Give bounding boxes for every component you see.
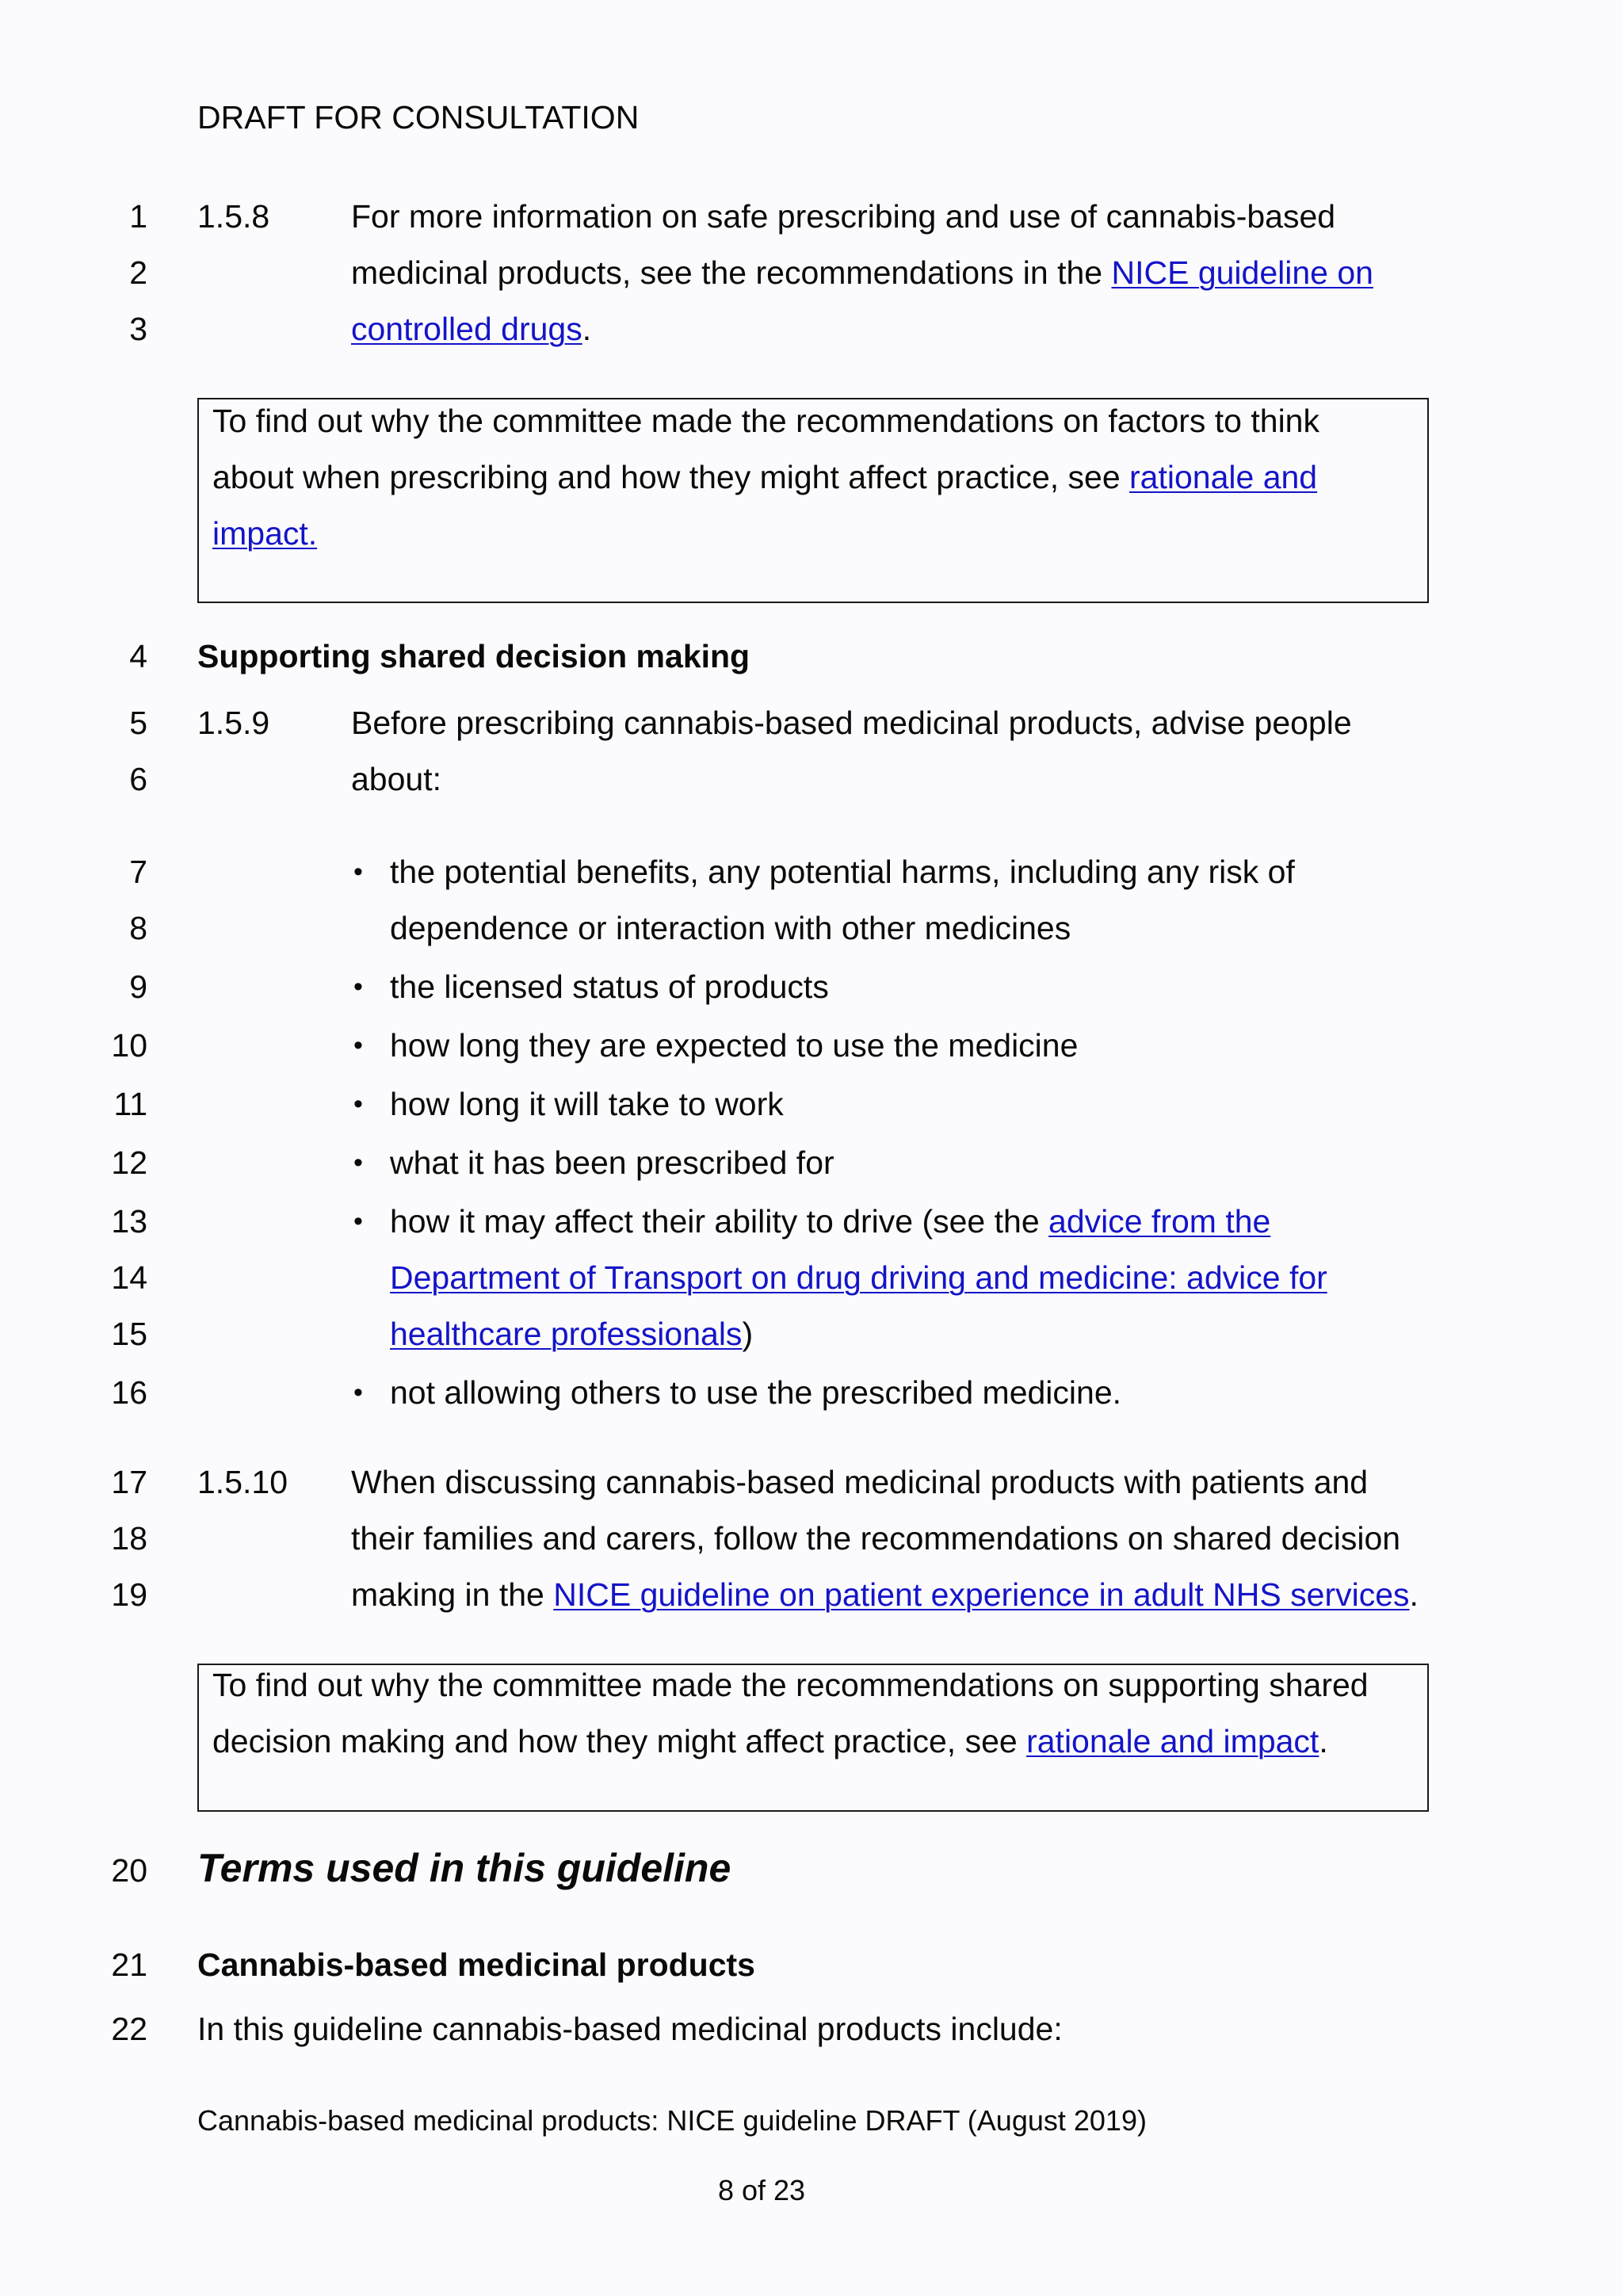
box-text: . [1319,1723,1328,1759]
rec-text-line [351,310,591,349]
line-number: 1 [129,198,147,235]
rec-number: 1.5.10 [197,1464,288,1500]
rec-text: . [582,311,592,347]
line-number: 16 [111,1374,147,1411]
line-number: 21 [111,1946,147,1983]
terms-heading: Terms used in this guideline [197,1846,731,1890]
line-number: 11 [113,1086,147,1122]
line-number: 13 [111,1203,147,1240]
bullet-text: dependence or interaction with other medicines [390,910,1071,946]
line-number: 3 [129,311,147,347]
rec-number: 1.5.8 [197,198,270,235]
footer-title: Cannabis-based medicinal products: NICE guideline DRAFT (August 2019) [197,2104,1147,2137]
bullet-text: the potential benefits, any potential harms, including any risk of [390,854,1295,890]
line-number: 5 [129,705,147,741]
bullet-text: the licensed status of products [390,968,829,1005]
bullet-icon: • [353,972,363,1002]
rationale-impact-link[interactable]: rationale and impact [1026,1723,1319,1759]
rationale-impact-link[interactable]: rationale and [1129,459,1318,495]
rec-text: Before prescribing cannabis-based medicinal products, advise people [351,705,1352,741]
bullet-text: how long they are expected to use the medicine [390,1027,1079,1064]
line-number: 9 [129,968,147,1005]
line-number: 14 [111,1259,147,1296]
rec-text: making in the [351,1576,554,1613]
box-text: decision making and how they might affect practice, see [212,1723,1027,1759]
rec-text: medicinal products, see the recommendations in the [351,254,1112,291]
page-number: 8 of 23 [717,2174,806,2206]
bullet-icon: • [353,1148,363,1178]
bullet-icon: • [353,1089,363,1119]
line-number: 18 [111,1520,147,1557]
bullet-text: how long it will take to work [390,1086,784,1122]
line-number: 4 [129,638,147,674]
drug-driving-advice-link[interactable]: advice from the [1048,1203,1271,1240]
rec-text: about: [351,761,441,797]
box-text-line [212,458,1317,497]
bullet-text-line [390,1202,1270,1241]
line-number: 15 [111,1316,147,1352]
line-number: 22 [111,2011,147,2047]
line-number: 12 [111,1144,147,1181]
terms-intro: In this guideline cannabis-based medicinal products include: [197,2011,1063,2047]
line-number: 8 [129,910,147,946]
rec-text-line [351,254,1373,292]
bullet-text: not allowing others to use the prescribed medicine. [390,1374,1122,1411]
line-number: 10 [111,1027,147,1064]
rationale-impact-link[interactable]: impact. [212,515,318,552]
drug-driving-advice-link[interactable]: Department of Transport on drug driving and medicine: advice for [390,1259,1327,1296]
rec-text: For more information on safe prescribing and use of cannabis-based [351,198,1336,235]
terms-subheading: Cannabis-based medicinal products [197,1946,755,1983]
box-text: To find out why the committee made the recommendations on factors to think [212,403,1319,439]
rec-text-line [351,1576,1419,1614]
line-number: 17 [111,1464,147,1500]
rec-text: . [1409,1576,1419,1613]
controlled-drugs-link[interactable]: controlled drugs [351,311,582,347]
bullet-text: what it has been prescribed for [390,1144,834,1181]
line-number: 19 [111,1576,147,1613]
draft-header: DRAFT FOR CONSULTATION [197,99,640,136]
box-text: about when prescribing and how they might affect practice, see [212,459,1130,495]
patient-experience-link[interactable]: NICE guideline on patient experience in adult NHS services [553,1576,1410,1613]
bullet-text: how it may affect their ability to drive (see the [390,1203,1049,1240]
bullet-icon: • [353,1377,363,1408]
bullet-icon: • [353,1206,363,1236]
rec-text: When discussing cannabis-based medicinal products with patients and [351,1464,1369,1500]
rec-number: 1.5.9 [197,705,270,741]
controlled-drugs-link[interactable]: NICE guideline on [1111,254,1373,291]
box-text-line [212,514,317,553]
rec-text: their families and carers, follow the recommendations on shared decision [351,1520,1401,1557]
bullet-icon: • [353,1030,363,1060]
bullet-icon: • [353,857,363,887]
bullet-text-line [390,1259,1327,1297]
line-number: 6 [129,761,147,797]
line-number: 7 [129,854,147,890]
line-number: 20 [111,1852,147,1889]
box-text: To find out why the committee made the recommendations on supporting shared [212,1667,1369,1703]
bullet-text: ) [742,1316,754,1352]
box-text-line [212,1722,1328,1761]
drug-driving-advice-link[interactable]: healthcare professionals [390,1316,743,1352]
line-number: 2 [129,254,147,291]
section-heading: Supporting shared decision making [197,638,750,674]
bullet-text-line [390,1315,753,1354]
